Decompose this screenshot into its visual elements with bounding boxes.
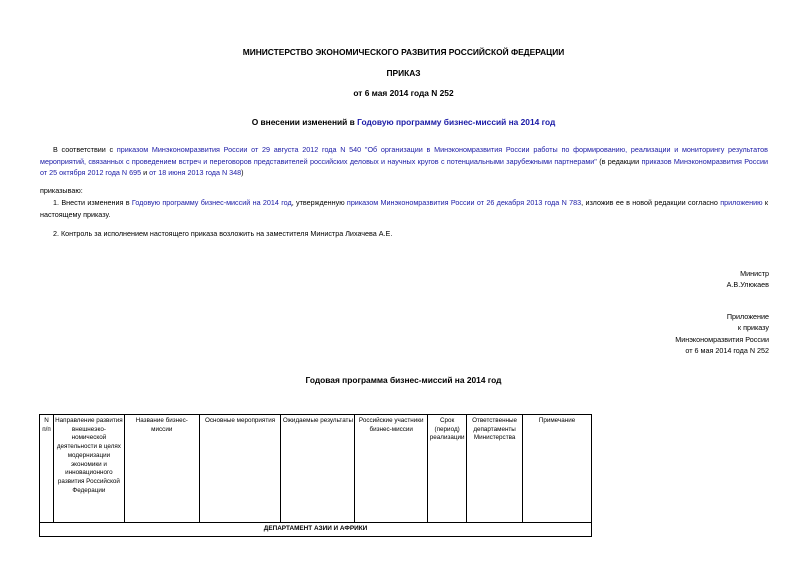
appendix-line-3: Минэкономразвития России xyxy=(675,334,769,344)
appendix-line-1: Приложение xyxy=(726,312,769,321)
item-1-link-program[interactable]: Годовую программу бизнес-миссий на 2014 год xyxy=(131,198,292,207)
order-title xyxy=(0,117,807,127)
table-header-row xyxy=(40,415,592,523)
item-1-paragraph xyxy=(40,197,768,220)
order-title-link[interactable]: Годовую программу бизнес-миссий на 2014 год xyxy=(357,117,556,127)
item-1-link-order-783[interactable]: приказом Минэкономразвития России от 26 декабря 2013 года N 783 xyxy=(346,198,582,207)
preamble-link-order-695[interactable]: приказов Минэкономразвития России от 25 октября 2012 года N 695 xyxy=(40,156,768,178)
item-1-text-3: , изложив ее в новой редакции согласно xyxy=(581,198,721,207)
column-header-events: Основные мероприятия xyxy=(199,415,281,523)
signature-block xyxy=(727,268,769,291)
preamble-text-4: ) xyxy=(241,168,244,178)
table-row xyxy=(40,523,592,537)
column-header-departments: Ответственные департаменты Министерства xyxy=(467,415,523,523)
item-1-text-1: 1. Внести изменения в xyxy=(53,198,132,207)
program-title: Годовая программа бизнес-миссий на 2014 год xyxy=(305,375,502,385)
item-1-text-4: к настоящему приказу. xyxy=(40,198,768,219)
order-title-prefix: О внесении изменений в xyxy=(251,117,358,127)
column-header-term: Срок (период) реализации xyxy=(428,415,467,523)
ministry-heading: МИНИСТЕРСТВО ЭКОНОМИЧЕСКОГО РАЗВИТИЯ РОССИЙСКОЙ ФЕДЕРАЦИИ xyxy=(242,47,565,57)
preamble-paragraph xyxy=(40,144,768,179)
department-row-asia-africa: ДЕПАРТАМЕНТ АЗИИ И АФРИКИ xyxy=(40,523,592,537)
item-1-link-appendix[interactable]: приложению xyxy=(720,198,763,207)
item-1-text-2: , утвержденную xyxy=(291,198,347,207)
appendix-line-4: от 6 мая 2014 года N 252 xyxy=(685,346,769,356)
preamble-text-3: и xyxy=(141,168,150,178)
preamble-link-order-348[interactable]: от 18 июня 2013 года N 348 xyxy=(149,168,242,178)
order-word: приказываю: xyxy=(40,186,83,195)
preamble-link-order-540[interactable]: приказом Минэкономразвития России от 29 августа 2012 года N 540 "Об организации в Минэкономразвития России работы по формированию, реализации и мониторингу результатов мероприятий, связанных с проведением встреч и переговоров представителей российских деловых и научных кругов с потенциальными зарубежными партнерами" xyxy=(40,145,769,166)
appendix-line-2: к приказу xyxy=(737,323,769,333)
preamble-text-1: В соответствии с xyxy=(53,145,117,154)
column-header-note: Примечание xyxy=(523,415,592,523)
column-header-participants: Российские участники бизнес-миссии xyxy=(355,415,428,523)
column-header-direction: Направление развития внешнеэко-номической деятельности в целях модернизации экономики и инновационного развития Российской Федерации xyxy=(53,415,124,523)
program-table xyxy=(39,414,592,537)
column-header-results: Ожидаемые результаты xyxy=(281,415,355,523)
column-header-mission-name: Название бизнес-миссии xyxy=(124,415,199,523)
order-heading: ПРИКАЗ xyxy=(386,68,421,78)
item-2-paragraph: 2. Контроль за исполнением настоящего приказа возложить на заместителя Министра Лихачева А.Е. xyxy=(53,229,393,238)
column-header-number: N п/п xyxy=(40,415,54,523)
signature-position: Министр xyxy=(740,269,769,278)
appendix-block xyxy=(675,311,769,357)
signature-name: А.В.Улюкаев xyxy=(726,280,769,290)
order-date-number: от 6 мая 2014 года N 252 xyxy=(353,88,454,98)
preamble-text-2: (в редакции xyxy=(596,156,642,166)
